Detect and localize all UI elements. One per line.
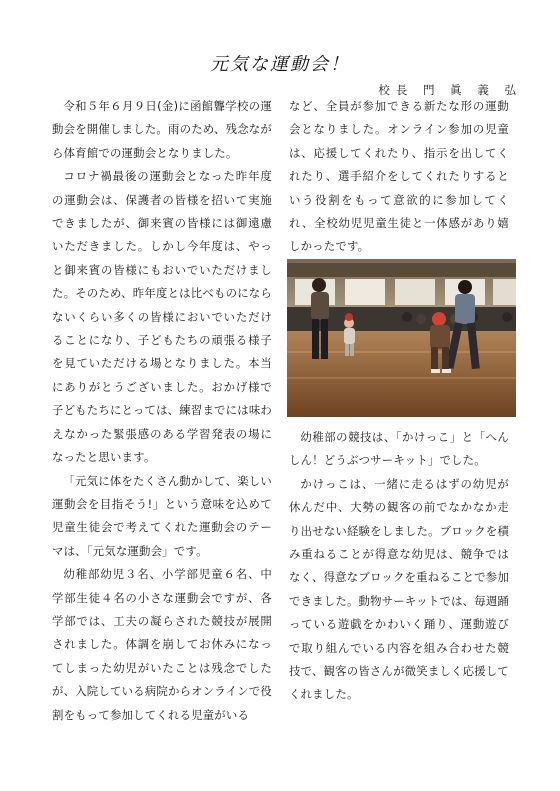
paragraph: など、全員が参加できる新たな形の運動会となりました。オンライン参加の児童は、応援してくれたり、指示を出してくれたり、選手紹介をしてくれたりするという役割をもって意欲的に参加してくれ、全校幼児児童生徒と一体感があり嬉しかったです。 [289,99,509,254]
gym-photo-icon [287,259,516,417]
sports-day-photo [287,259,516,417]
paragraph: 令和５年６月９日(金)に函館聾学校の運動会を開催しました。雨のため、残念ながら体育館での運動会となりました。 [52,99,272,160]
paragraph: 幼稚部の競技は、「かけっこ」と「へんしん！どうぶつサーキット」でした。 [289,430,509,468]
paragraph: 幼稚部幼児３名、小学部児童６名、中学部生徒４名の小さな運動会ですが、各学部では、工夫の凝らされた競技が展開されました。体調を崩してお休みになってしまった幼児がいたことは残念でしたが、入院している病院からオンラインで役割をもって参加してくれる児童がいる [52,567,272,722]
right-column-top [289,95,509,259]
author-name: 校長 門 眞 義 弘 [378,83,522,97]
page-title: 元気な運動会！ [210,54,350,75]
paragraph: 「元気に体をたくさん動かして、楽しい運動会を目指そう!」という意味を込めて児童生徒会で考えてくれた運動会のテーマは、「元気な運動会」です。 [52,473,272,558]
paragraph: かけっこは、一緒に走るはずの幼児が休んだ中、大勢の観客の前でなかなか走り出せない経験をしました。ブロックを積み重ねることが得意な幼児は、競争ではなく、得意なブロックを重ねることで参加できました。動物サーキットでは、毎週踊っている遊戯をかわいく踊り、運動遊びで取り組んでいる内容を組み合わせた競技で、観客の皆さんが微笑ましく応援してくれました。 [289,476,509,702]
right-column-bottom [289,426,509,707]
left-column [52,95,272,727]
paragraph: コロナ禍最後の運動会となった昨年度の運動会は、保護者の皆様を招いて実施できましたが、御来賓の皆様には御遠慮いただきました。しかし今年度は、やっと御来賓の皆様にもおいでいただけました。そのため、昨年度とは比べものにならないくらい多くの皆様においでいただけることになり、子どもたちの頑張る様子を見ていただける場となりました。本当にありがとうございました。おかげ様で子どもたちにとっては、練習までには味わえなかった緊張感のある学習発表の場になったと思います。 [52,169,272,465]
